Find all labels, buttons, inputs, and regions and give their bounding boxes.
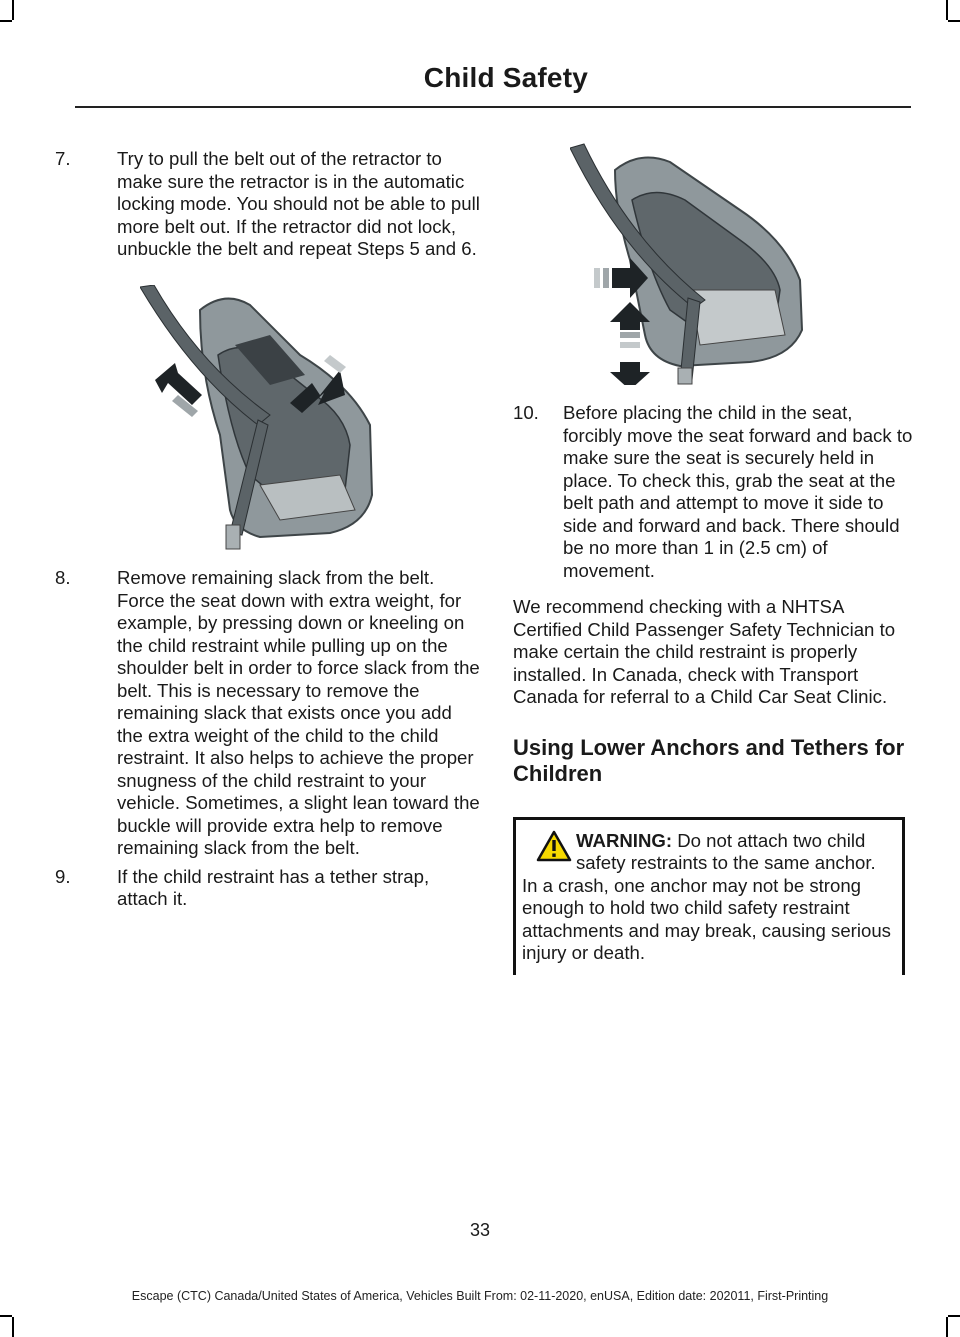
right-column: [513, 402, 913, 975]
header-divider: [75, 106, 911, 108]
step-text: Remove remaining slack from the belt. Force the seat down with extra weight, for example, by pressing down or kneeling on the child restraint while pulling up on the shoulder belt in order to force slack from the belt. This is necessary to remove the remaining slack that exists once you add the extra weight of the child to the child restraint. It also helps to achieve the proper snugness of the child restraint to your vehicle. Sometimes, a slight lean toward the buckle will provide extra help to remove remaining slack from the belt.: [117, 567, 480, 858]
step-text: Before placing the child in the seat, forcibly move the seat forward and back to make sure the seat is securely held in place. To check this, grab the seat at the belt path and attempt to move it side to side and forward and back. There should be no more than 1 in (2.5 cm) of movement.: [563, 402, 913, 581]
crop-mark: [948, 20, 960, 22]
crop-mark: [946, 1317, 948, 1337]
step-text: Try to pull the belt out of the retractor to make sure the retractor is in the automatic locking mode. You should not be able to pull more belt out. If the retractor did not lock, unbuckle the belt and repeat Steps 5 and 6.: [117, 148, 480, 259]
step-8: [55, 567, 480, 860]
step-number: 10.: [513, 402, 539, 423]
step-number: 7.: [55, 148, 71, 169]
crop-mark: [0, 20, 12, 22]
step-number: 8.: [55, 567, 71, 588]
seat-belt-lock-illustration: [140, 285, 385, 550]
step-number: 9.: [55, 865, 71, 887]
recommendation-paragraph: We recommend checking with a NHTSA Certified Child Passenger Safety Technician to make certain the child restraint is properly installed. In Canada, check with Transport Canada for referral to a Child Car Seat Clinic.: [513, 596, 896, 707]
warning-box: [513, 817, 905, 975]
page-number: 33: [469, 1220, 491, 1240]
seat-movement-check-illustration: [570, 140, 815, 385]
warning-label: WARNING:: [576, 829, 673, 851]
step-10: [513, 402, 913, 582]
left-column-continued: [55, 567, 480, 917]
page-footer: Escape (CTC) Canada/United States of America, Vehicles Built From: 02-11-2020, enUSA, Edition date: 202011, First-Printing: [131, 1289, 829, 1303]
step-9: [55, 866, 480, 911]
crop-mark: [12, 0, 14, 20]
crop-mark: [12, 1317, 14, 1337]
step-text: If the child restraint has a tether strap, attach it.: [117, 865, 430, 909]
warning-triangle-icon: [536, 830, 572, 862]
page-title: Child Safety: [423, 62, 588, 93]
crop-mark: [946, 0, 948, 20]
warning-text: Do not attach two child safety restraints to the same anchor. In a crash, one anchor may not be strong enough to hold two child safety restraint attachments and may break, causing serious injury or death.: [522, 829, 891, 963]
crop-mark: [0, 1315, 12, 1317]
step-7: [55, 148, 480, 261]
section-heading: Using Lower Anchors and Tethers for Children: [513, 734, 905, 786]
left-column: [55, 148, 480, 267]
crop-mark: [948, 1315, 960, 1317]
